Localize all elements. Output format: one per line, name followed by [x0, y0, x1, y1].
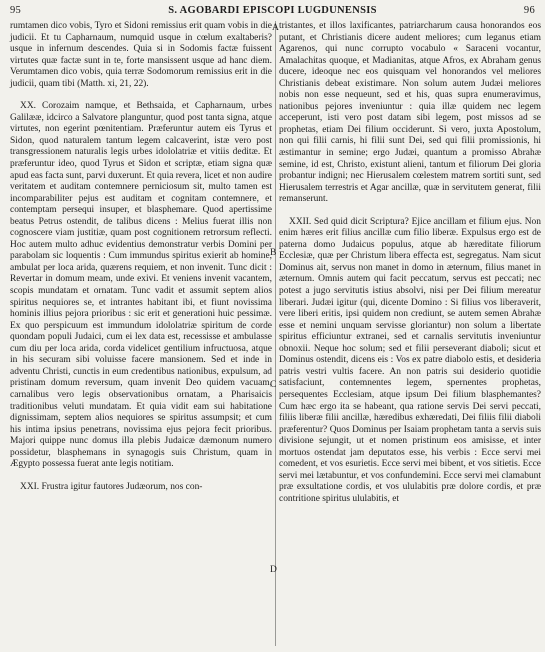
right-column — [279, 21, 541, 505]
margin-letter-c: C — [270, 380, 277, 390]
page-number-left: 95 — [10, 5, 22, 16]
paragraph-xx: XX. Corozaim namque, et Bethsaida, et Capharnaum, urbes Galilææ, idcirco a Salvatore planguntur, quod post tanta signa, atque virtutes, non egerint pœnitentiam. Præferuntur autem eis Tyrus et Sidon, quod naturalem tantum legem calcaverint, istæ vero post transgressionem naturalis legis urbes idololatriæ et vitiis deditæ. Et præferuntur ideo, quod Tyrus et Sidon et scriptæ, etiam signa quæ apud eas facta sunt, parvi duxerunt. Et quia revera, licet et non audire veritatem et auditam contemnere perniciosum sit, multo tamen est incomparabiliter pejus est auditam et cognitam contemnere, et contemptam persequi insuper, et blasphemare. Quod apertissime beatus Petrus ostendit, de talibus dicens : Melius fuerat illis non cognoscere viam justitiæ, quam post cognitionem retrorsum reflecti. Hoc autem multo adhuc evidentius demonstratur verbis Domini per parabolam sic loquentis : Cum immundus spiritus exierit ab homine, ambulat per loca arida, quærens requiem, et non invenit. Tunc dicit : Revertar in domum meam, unde exivi. Et veniens invenit vacantem, scopis mundatam et ornatam. Tunc vadit et assumit septem alios spiritus nequiores se, et intrantes habitant ibi, et fiunt novissima hominis illius pejora prioribus : sic erit et generationi huic pessimæ. Ex quo perspicuum est immundum idololatriæ spiritum de corde quondam populi Judaici, cum ei lex data est, recessisse et ambulasse cum diu per loca arida, corda videlicet gentilium infructuosa, atque in his securam sibi voluisse facere mansionem. Sed et inde in adventu Christi, cunctis in eum credentibus nationibus, expulsum, ad pristinam domum reversum, quam invenit Deo quidem vacuam, carnalibus vero legis observationibus ornatam, a Pharisaicis traditionibus veluti mundatam. Et quia vidit eam sui habitatione dignissimam, septem alios nequiores se spiritus assumpsit; et cum his intima ipsius penetrans, novissima ejus pejora fecit prioribus. Majori quippe nunc domus illa plebis Judaicæ dæmonum numero possidetur, blasphemans in synagogis suis Christum, quam in Ægypto possessa fuerat ante legis notitiam. — [10, 101, 272, 470]
paragraph-continuation-right: tristantes, et illos laxificantes, patriarcharum causa honorandos eos putant, et Christianis dicere audent meliores; cum leganus etiam Agarenos, qui nunc corrupto vocabulo « Saraceni vocantur, Amalachitas quoque, et Madianitas, atque Afros, ex Abraham genus ducere, ideoque nec eos quisquam vel honorandos vel meliores Christianis debeat existimare. Non solum autem Judæi meliores nobis non esse nequeunt, sed et his, quas supra enumeravimus, nationibus pejores inveniuntur : quia illæ quidem nec legem acceperunt, isti vero post datam sibi legem, post missos ad se prophetas, etiam Dei filium occiderunt. Si vero, juxta Apostolum, non qui filii carnis, hi filii sunt Dei, sed qui filii promissionis, hi æstimantur in semine; ergo Judæi, quantum a promisso Abrahæ semine, id est, Christo, existunt alieni, tantum et filiorum Dei gloria probantur indigni; nec Hierusalem cœlestem matrem sortiti sunt, sed Hierusalem terrestris et Agar ancillæ, quæ in servitutem generat, filii remanserunt. — [279, 21, 541, 205]
paragraph-xxii: XXII. Sed quid dicit Scriptura? Ejice ancillam et filium ejus. Non enim hæres erit filius ancillæ cum filio liberæ. Expulsus ergo est de paterna domo Judaicus populus, atque ab hæreditate filiorum Ecclesiæ, quæ per Christum libera effecta est, segregatus. Nam sicut Dominus ait, servus non manet in domo in æternum, filius manet in æternum. Omnis autem qui facit peccatum, servus est peccati; nec potest a jugo servitutis istius absolvi, nisi per Dei filium mereatur liberari. Judæi igitur (qui, dicente Domino : Si filius vos liberaverit, vere liberi eritis, ipsi quidem non crediunt, se autem semen Abrahæ esse et nemini unquam servisse gloriantur) non solum a libertate spiritus efficiuntur extranei, sed et carnalis servitutis inveniuntur obnoxii. Neque hoc solum; sed et filii perseverant diaboli; sicut et Dominus ostendit, dicens eis : Vos ex patre diabolo estis, et desideria patris vestri vultis facere. An non patris sui desiderio quotidie satisfaciunt, contemnentes legem, spernentes prophetas, persequentes Ecclesiam, atque ipsum Dei filium blasphemantes? Cum hæc ergo ita se habeant, qua ratione servis Dei servi peccati, filiis liberæ filii ancillæ, hæredibus exhæredati, Dei filiis filii diaboli præferentur? Quos Dominus per Isaiam prophetam tanta a servis suis divisione sejungit, ut et nomen pristinum eos amisisse, et inter mortuos ostendat jam deputatos esse, his verbis : Ecce servi mei comedent, et vos esurietis. Ecce servi mei bibent, et vos sitietis. Ecce servi mei lætabuntur, et vos confundemini. Ecce servi mei clamabunt præ exsultatione cordis, et vos ululabitis præ dolore cordis, et præ contritione spiritus ululabitis, et — [279, 216, 541, 504]
paragraph-xxi: XXI. Frustra igitur fautores Judæorum, nos con- — [20, 481, 203, 492]
margin-letter-b: B — [270, 248, 277, 258]
column-divider — [275, 21, 276, 646]
margin-letter-d: D — [270, 565, 277, 575]
running-title: S. AGOBARDI EPISCOPI LUGDUNENSIS — [168, 5, 377, 16]
left-column — [10, 21, 272, 493]
paragraph-continuation: rumtamen dico vobis, Tyro et Sidoni remissius erit quam vobis in die judicii. Et tu Capharnaum, numquid usque in cœlum exaltaberis? usque in infernum descendes. Quia si in Sodomis factæ fuissent virtutes quæ factæ sunt in te, forte mansissent usque ad hanc diem. Verumtamen dico vobis, quia terræ Sodomorum remissius erit in die judicii, quam tibi (Matth. xi, 21, 22). — [10, 21, 272, 89]
page-number-right: 96 — [523, 5, 535, 16]
running-header — [10, 5, 535, 21]
margin-letter-a: A — [272, 23, 279, 33]
